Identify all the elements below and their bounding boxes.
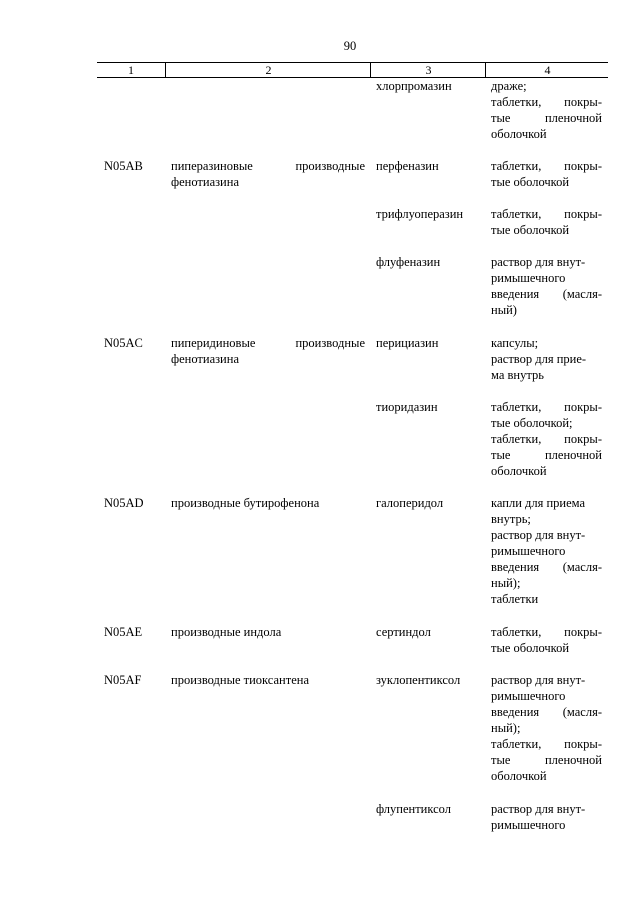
dosage-form-text: тые оболочкой; xyxy=(491,416,573,430)
dosage-forms xyxy=(491,206,602,238)
dosage-form-text: раствор для прие- xyxy=(491,352,587,366)
drug-name: зуклопентиксол xyxy=(376,673,461,687)
dosage-form-text: покры- xyxy=(564,400,602,414)
group-line xyxy=(171,624,365,640)
drug-name: флуфеназин xyxy=(376,255,441,269)
dosage-form-line xyxy=(491,817,602,833)
dosage-form-line xyxy=(491,704,602,720)
dosage-form-text: драже; xyxy=(491,79,527,93)
atc-code: N05AB xyxy=(104,159,143,173)
dosage-form-text: оболочкой xyxy=(491,127,547,141)
dosage-form-line xyxy=(491,206,602,222)
atc-code: N05AD xyxy=(104,496,144,510)
group-text: производные тиоксантена xyxy=(171,673,309,687)
dosage-form-text: капли для приема xyxy=(491,496,586,510)
dosage-form-text: введения xyxy=(491,287,540,301)
dosage-form-text: римышечного xyxy=(491,818,566,832)
dosage-form-line xyxy=(491,720,602,736)
dosage-form-text: тые xyxy=(491,753,511,767)
dosage-form-text: римышечного xyxy=(491,689,566,703)
dosage-form-line xyxy=(491,367,602,383)
dosage-form-text: раствор для внут- xyxy=(491,802,586,816)
dosage-form-line xyxy=(491,672,602,688)
anatomical-group xyxy=(171,495,365,511)
dosage-form-line xyxy=(491,559,602,575)
dosage-form-text: покры- xyxy=(564,207,602,221)
dosage-form-line xyxy=(491,688,602,704)
dosage-form-line xyxy=(491,174,602,190)
dosage-form-text: раствор для внут- xyxy=(491,255,586,269)
drug-name: хлорпромазин xyxy=(376,79,452,93)
dosage-form-text: ный); xyxy=(491,721,521,735)
column-header-3: 3 xyxy=(370,63,486,77)
table-header xyxy=(97,62,608,78)
dosage-form-line xyxy=(491,126,602,142)
group-line xyxy=(171,351,365,367)
dosage-form-text: тые xyxy=(491,111,511,125)
column-header-1: 1 xyxy=(128,63,134,77)
group-line xyxy=(171,158,365,174)
dosage-form-line xyxy=(491,624,602,640)
dosage-forms xyxy=(491,254,602,318)
dosage-form-text: пленочной xyxy=(544,753,602,767)
dosage-form-text: внутрь; xyxy=(491,512,531,526)
dosage-form-line xyxy=(491,752,602,768)
column-header-2: 2 xyxy=(165,63,371,77)
dosage-form-line xyxy=(491,640,602,656)
dosage-form-text: тые оболочкой xyxy=(491,641,570,655)
dosage-form-line xyxy=(491,543,602,559)
dosage-form-text: таблетки xyxy=(491,592,539,606)
page-number: 90 xyxy=(343,39,357,53)
drug-name: сертиндол xyxy=(376,625,431,639)
dosage-forms xyxy=(491,399,602,479)
dosage-form-line xyxy=(491,495,602,511)
group-text: пиперидиновые xyxy=(171,336,256,350)
atc-code: N05AC xyxy=(104,336,143,350)
dosage-form-line xyxy=(491,270,602,286)
group-text: производные бутирофенона xyxy=(171,496,320,510)
group-line xyxy=(171,672,365,688)
dosage-forms xyxy=(491,495,602,607)
dosage-form-line xyxy=(491,527,602,543)
anatomical-group xyxy=(171,624,365,640)
dosage-form-text: введения xyxy=(491,560,540,574)
dosage-form-text: пленочной xyxy=(544,448,602,462)
dosage-form-text: таблетки, xyxy=(491,207,542,221)
dosage-form-text: (масля- xyxy=(562,705,602,719)
anatomical-group xyxy=(171,335,365,367)
drug-name: тиоридазин xyxy=(376,400,438,414)
dosage-form-text: (масля- xyxy=(562,560,602,574)
group-text: производные xyxy=(295,336,365,350)
drug-name: трифлуоперазин xyxy=(376,207,464,221)
group-text: фенотиазина xyxy=(171,352,239,366)
dosage-form-line xyxy=(491,78,602,94)
dosage-form-text: ма внутрь xyxy=(491,368,544,382)
dosage-form-text: покры- xyxy=(564,159,602,173)
dosage-form-line xyxy=(491,591,602,607)
dosage-form-line xyxy=(491,335,602,351)
dosage-form-text: раствор для внут- xyxy=(491,528,586,542)
dosage-form-line xyxy=(491,110,602,126)
dosage-form-line xyxy=(491,222,602,238)
anatomical-group xyxy=(171,672,365,688)
dosage-form-line xyxy=(491,94,602,110)
dosage-form-text: капсулы; xyxy=(491,336,539,350)
atc-code: N05AF xyxy=(104,673,142,687)
dosage-form-text: таблетки, xyxy=(491,737,542,751)
dosage-form-line xyxy=(491,286,602,302)
dosage-form-line xyxy=(491,399,602,415)
group-text: производные индола xyxy=(171,625,282,639)
dosage-form-line xyxy=(491,415,602,431)
dosage-form-text: тые xyxy=(491,448,511,462)
group-line xyxy=(171,174,365,190)
drug-name: галоперидол xyxy=(376,496,444,510)
dosage-form-text: оболочкой xyxy=(491,464,547,478)
dosage-form-line xyxy=(491,351,602,367)
dosage-form-text: оболочкой xyxy=(491,769,547,783)
dosage-form-text: покры- xyxy=(564,625,602,639)
dosage-form-text: таблетки, xyxy=(491,625,542,639)
group-text: пиперазиновые xyxy=(171,159,253,173)
dosage-form-text: таблетки, xyxy=(491,95,542,109)
dosage-form-text: таблетки, xyxy=(491,400,542,414)
dosage-form-line xyxy=(491,736,602,752)
dosage-form-line xyxy=(491,463,602,479)
dosage-form-text: раствор для внут- xyxy=(491,673,586,687)
dosage-forms xyxy=(491,672,602,784)
drug-name: перициазин xyxy=(376,336,439,350)
dosage-forms xyxy=(491,78,602,142)
dosage-form-text: пленочной xyxy=(544,111,602,125)
dosage-form-text: ный); xyxy=(491,576,521,590)
column-header-4: 4 xyxy=(485,63,609,77)
dosage-form-line xyxy=(491,575,602,591)
dosage-form-line xyxy=(491,511,602,527)
dosage-form-text: покры- xyxy=(564,737,602,751)
dosage-form-text: покры- xyxy=(564,95,602,109)
group-line xyxy=(171,495,365,511)
atc-code: N05AE xyxy=(104,625,143,639)
group-text: производные xyxy=(295,159,365,173)
dosage-form-text: римышечного xyxy=(491,271,566,285)
drug-name: флупентиксол xyxy=(376,802,451,816)
dosage-form-text: ный) xyxy=(491,303,517,317)
anatomical-group xyxy=(171,158,365,190)
drug-name: перфеназин xyxy=(376,159,439,173)
dosage-form-line xyxy=(491,302,602,318)
group-text: фенотиазина xyxy=(171,175,239,189)
dosage-forms xyxy=(491,158,602,190)
dosage-form-text: римышечного xyxy=(491,544,566,558)
dosage-form-text: (масля- xyxy=(562,287,602,301)
dosage-form-text: тые оболочкой xyxy=(491,175,570,189)
dosage-form-line xyxy=(491,158,602,174)
dosage-form-line xyxy=(491,447,602,463)
dosage-form-line xyxy=(491,768,602,784)
dosage-forms xyxy=(491,624,602,656)
dosage-form-text: введения xyxy=(491,705,540,719)
group-line xyxy=(171,335,365,351)
dosage-form-text: таблетки, xyxy=(491,159,542,173)
dosage-forms xyxy=(491,335,602,383)
dosage-form-text: покры- xyxy=(564,432,602,446)
dosage-forms xyxy=(491,801,602,833)
dosage-form-line xyxy=(491,254,602,270)
dosage-form-text: тые оболочкой xyxy=(491,223,570,237)
dosage-form-line xyxy=(491,801,602,817)
dosage-form-text: таблетки, xyxy=(491,432,542,446)
dosage-form-line xyxy=(491,431,602,447)
